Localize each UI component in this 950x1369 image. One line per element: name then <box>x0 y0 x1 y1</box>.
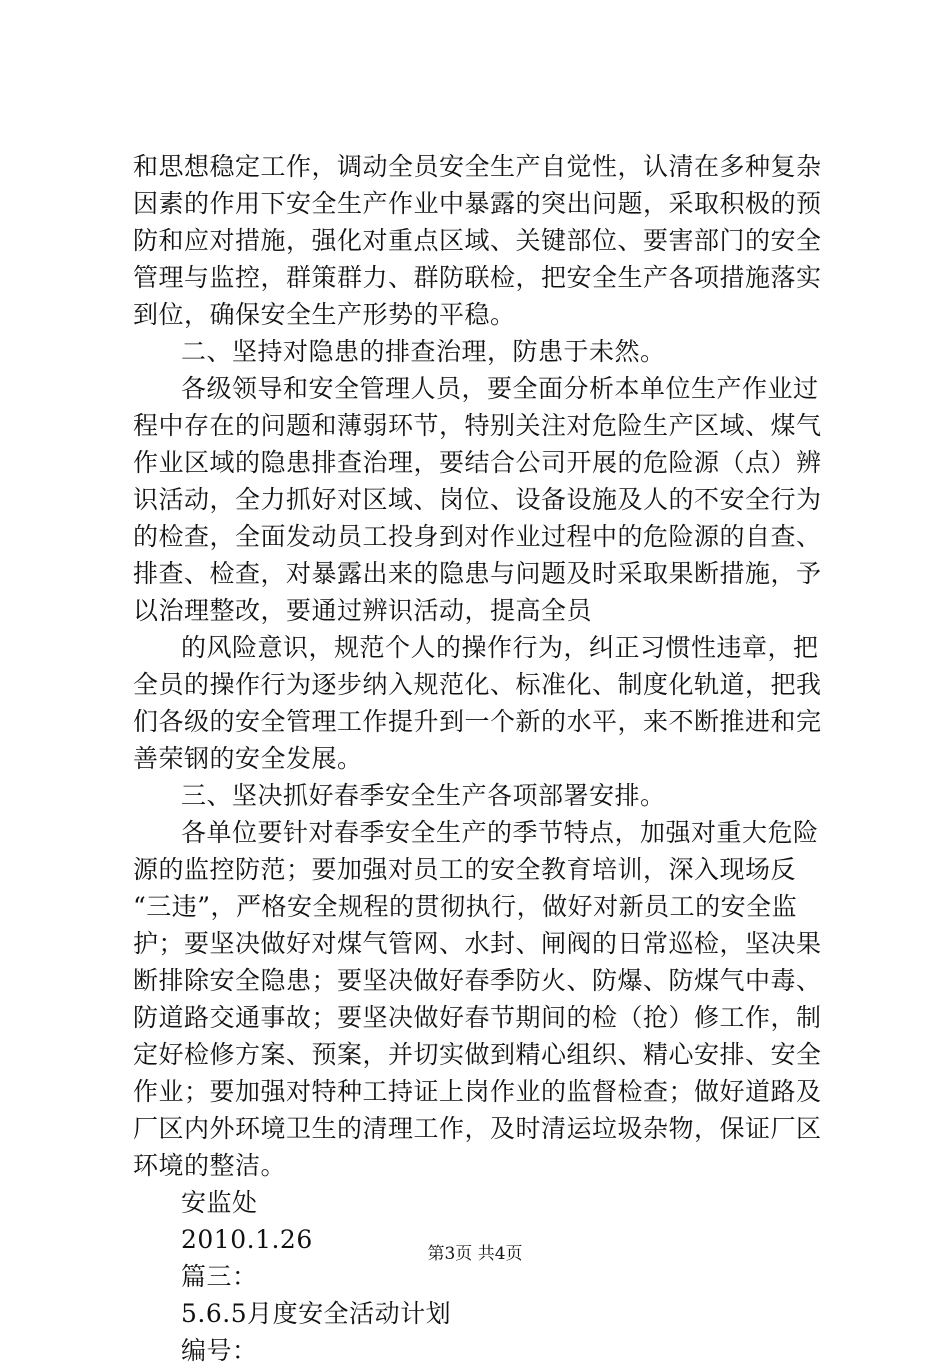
text-line: “三违”，严格安全规程的贯彻执行，做好对新员工的安全监 <box>133 892 798 921</box>
text-line: 作业；要加强对特种工持证上岗作业的监督检查；做好道路及 <box>133 1077 822 1106</box>
text-line: 编号： <box>181 1336 258 1365</box>
text-line: 2010.1.26 <box>181 1225 313 1254</box>
text-line: 管理与监控，群策群力、群防联检，把安全生产各项措施落实 <box>133 263 822 292</box>
text-line: 到位，确保安全生产形势的平稳。 <box>133 300 516 329</box>
text-line: 环境的整洁。 <box>133 1151 287 1180</box>
text-line: 防道路交通事故；要坚决做好春节期间的检（抢）修工作，制 <box>133 1003 822 1032</box>
text-line: 安监处 <box>181 1188 258 1217</box>
text-line: 各级领导和安全管理人员，要全面分析本单位生产作业过 <box>181 374 819 403</box>
text-line: 识活动，全力抓好对区域、岗位、设备设施及人的不安全行为 <box>133 485 822 514</box>
text-line: 程中存在的问题和薄弱环节，特别关注对危险生产区域、煤气 <box>133 411 822 440</box>
text-line: 和思想稳定工作，调动全员安全生产自觉性，认清在多种复杂 <box>133 152 822 181</box>
text-line: 篇三： <box>181 1262 258 1291</box>
text-line: 排查、检查，对暴露出来的隐患与问题及时采取果断措施，予 <box>133 559 822 588</box>
text-line: 源的监控防范；要加强对员工的安全教育培训，深入现场反 <box>133 855 797 884</box>
text-line: 断排除安全隐患；要坚决做好春季防火、防爆、防煤气中毒、 <box>133 966 822 995</box>
text-line: 作业区域的隐患排查治理，要结合公司开展的危险源（点）辨 <box>133 448 822 477</box>
page-footer: 第3页 共4页 <box>427 1244 523 1264</box>
text-line: 全员的操作行为逐步纳入规范化、标准化、制度化轨道，把我 <box>133 670 822 699</box>
text-line: 的检查，全面发动员工投身到对作业过程中的危险源的自查、 <box>133 522 822 551</box>
text-line: 们各级的安全管理工作提升到一个新的水平，来不断推进和完 <box>133 707 822 736</box>
text-line: 以治理整改，要通过辨识活动，提高全员 <box>133 596 593 625</box>
text-line: 二、坚持对隐患的排查治理，防患于未然。 <box>181 337 666 366</box>
text-line: 三、坚决抓好春季安全生产各项部署安排。 <box>181 781 666 810</box>
text-line: 善荣钢的安全发展。 <box>133 744 363 773</box>
text-line: 定好检修方案、预案，并切实做到精心组织、精心安排、安全 <box>133 1040 822 1069</box>
text-line: 护；要坚决做好对煤气管网、水封、闸阀的日常巡检，坚决果 <box>133 929 822 958</box>
text-line: 的风险意识，规范个人的操作行为，纠正习惯性违章，把 <box>181 633 819 662</box>
document-body <box>133 148 833 1369</box>
text-line: 各单位要针对春季安全生产的季节特点，加强对重大危险 <box>181 818 819 847</box>
text-line: 5.6.5月度安全活动计划 <box>181 1299 452 1328</box>
text-line: 厂区内外环境卫生的清理工作，及时清运垃圾杂物，保证厂区 <box>133 1114 822 1143</box>
text-line: 因素的作用下安全生产作业中暴露的突出问题，采取积极的预 <box>133 189 822 218</box>
text-line: 防和应对措施，强化对重点区域、关键部位、要害部门的安全 <box>133 226 822 255</box>
